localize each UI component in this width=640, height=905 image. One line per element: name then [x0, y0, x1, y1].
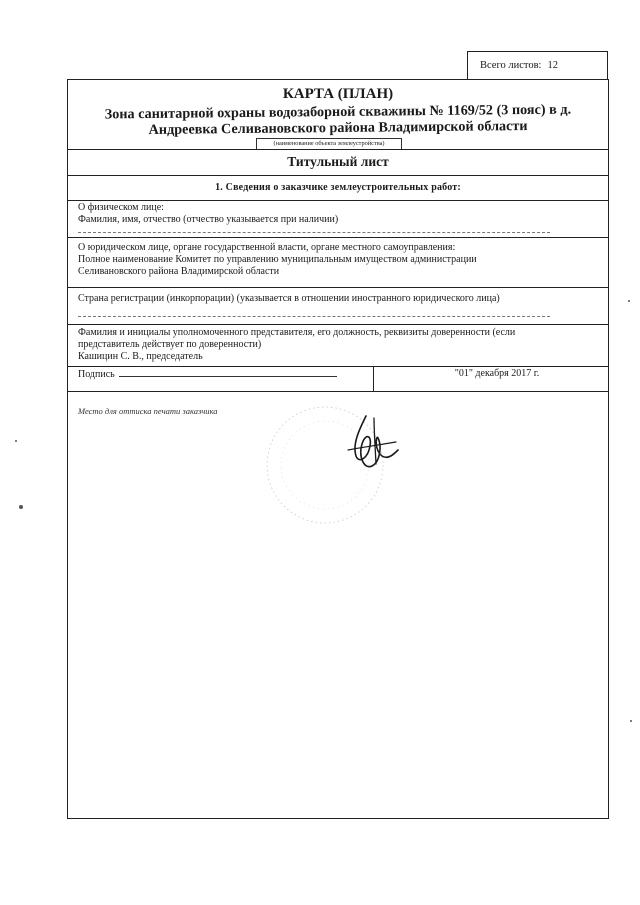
- blank-line: [78, 316, 550, 317]
- representative-label-line-1: Фамилия и инициалы уполномоченного представителя, его должность, реквизиты доверенности (если: [78, 327, 516, 338]
- legal-entity-name-line-2: Селивановского района Владимирской области: [78, 266, 280, 277]
- individual-label: О физическом лице:: [78, 202, 164, 213]
- seal-place-label: Место для оттиска печати заказчика: [78, 406, 218, 416]
- scan-speck: [628, 300, 630, 302]
- object-name: [78, 101, 598, 138]
- legal-entity-name-line-1: Полное наименование Комитет по управлению муниципальным имуществом администрации: [78, 254, 477, 265]
- individual-row: [68, 200, 608, 238]
- blank-line: [78, 232, 550, 233]
- individual-name-label: Фамилия, имя, отчество (отчество указывается при наличии): [78, 214, 339, 225]
- handwritten-signature: [338, 410, 408, 480]
- signature-cell: [68, 367, 374, 391]
- object-caption: (наименование объекта землеустройства): [256, 138, 402, 149]
- object-name-line-2: Андреевка Селивановского района Владимирской области: [148, 118, 528, 138]
- representative-label-line-2: представитель действует по доверенности): [78, 339, 262, 350]
- sheet-count-box: [467, 51, 608, 79]
- legal-entity-label: О юридическом лице, органе государственной власти, органе местного самоуправления:: [78, 242, 456, 253]
- sheet-count-label: Всего листов:: [480, 60, 542, 71]
- sheet-count-value: 12: [547, 60, 558, 71]
- signature-line: [119, 367, 337, 377]
- signature-row: [68, 367, 608, 392]
- map-title: КАРТА (ПЛАН): [282, 86, 394, 102]
- section-heading: 1. Сведения о заказчике землеустроительных работ:: [68, 175, 608, 201]
- signature-label: Подпись: [78, 369, 115, 380]
- scan-speck: [19, 505, 23, 509]
- object-name-line-1: Зона санитарной охраны водозаборной скважины № 1169/52 (3 пояс) в д.: [104, 101, 572, 123]
- scan-speck: [630, 720, 632, 722]
- title-block: [68, 80, 608, 150]
- country-label: Страна регистрации (инкорпорации) (указывается в отношении иностранного юридического лица): [78, 293, 500, 304]
- representative-row: [68, 325, 608, 367]
- signature-date: "01" декабря 2017 г.: [454, 368, 540, 379]
- country-row: [68, 288, 608, 325]
- page-subtitle: Титульный лист: [68, 149, 608, 176]
- scan-speck: [15, 440, 17, 442]
- legal-entity-row: [68, 238, 608, 288]
- title-page-form: [67, 79, 609, 819]
- representative-value: Кашицин С. В., председатель: [78, 351, 203, 362]
